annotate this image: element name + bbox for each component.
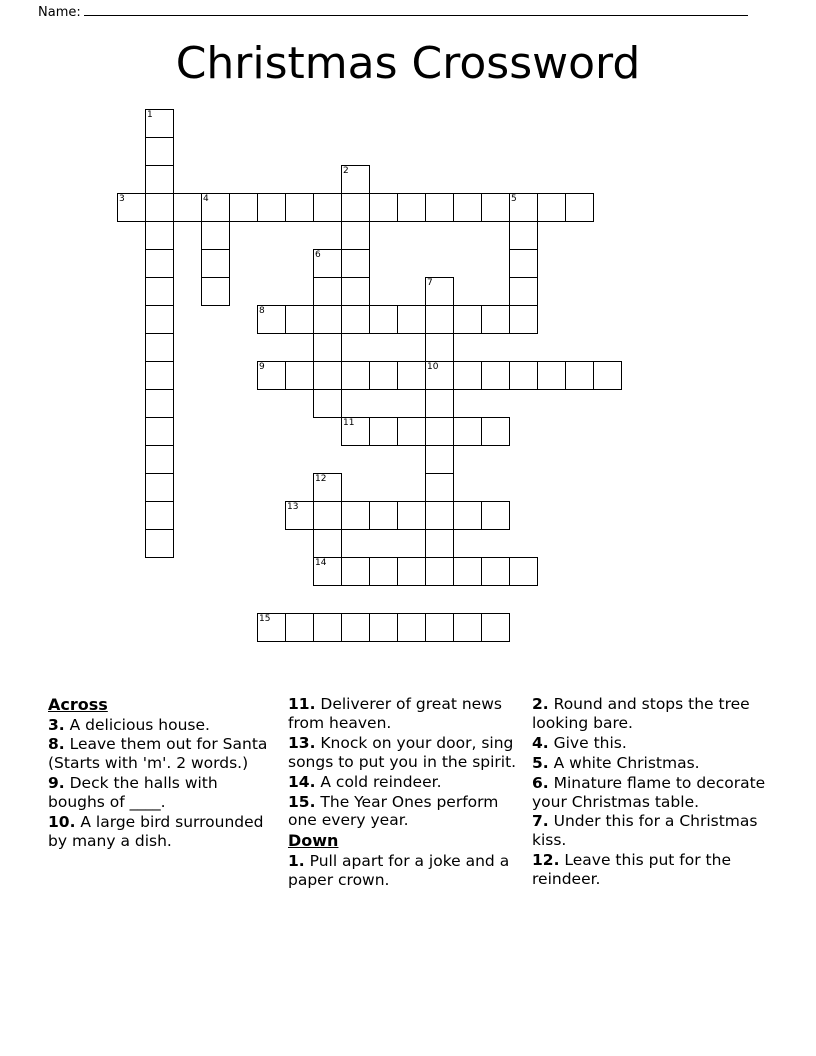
grid-cell[interactable] — [313, 277, 342, 306]
grid-cell[interactable] — [117, 193, 146, 222]
grid-cell[interactable] — [201, 193, 230, 222]
grid-cell[interactable] — [313, 361, 342, 390]
grid-cell[interactable] — [313, 305, 342, 334]
grid-cell[interactable] — [369, 417, 398, 446]
clue-text: A cold reindeer. — [315, 772, 442, 791]
grid-cell[interactable] — [313, 333, 342, 362]
grid-cell-number: 13 — [287, 502, 299, 512]
clue-number: 2. — [532, 695, 549, 713]
grid-cell[interactable] — [285, 501, 314, 530]
grid-cell[interactable] — [509, 305, 538, 334]
grid-cell[interactable] — [481, 361, 510, 390]
clue-item — [48, 774, 276, 812]
grid-cell[interactable] — [369, 193, 398, 222]
grid-cell[interactable] — [257, 613, 286, 642]
clue-item — [48, 813, 276, 851]
clue-text: Under this for a Christmas kiss. — [532, 812, 758, 850]
clue-text: A delicious house. — [64, 715, 210, 734]
clue-item — [48, 716, 276, 735]
clue-item — [288, 773, 520, 792]
grid-cell-number: 6 — [315, 250, 321, 260]
grid-cell[interactable] — [313, 473, 342, 502]
clue-number: 10. — [48, 813, 76, 832]
name-row — [38, 2, 748, 20]
crossword-grid[interactable] — [0, 100, 816, 680]
grid-cell[interactable] — [369, 613, 398, 642]
grid-cell[interactable] — [481, 557, 510, 586]
grid-cell[interactable] — [145, 249, 174, 278]
grid-cell[interactable] — [341, 557, 370, 586]
clue-text: A white Christmas. — [548, 753, 700, 772]
grid-cell-number: 10 — [427, 362, 439, 372]
clue-number: 4. — [532, 733, 549, 752]
grid-cell[interactable] — [425, 529, 454, 558]
grid-cell[interactable] — [453, 417, 482, 446]
clue-text: Leave this put for the reindeer. — [532, 851, 731, 889]
grid-cell[interactable] — [481, 501, 510, 530]
grid-cell[interactable] — [481, 613, 510, 642]
clue-text: Deck the halls with boughs of ____. — [48, 774, 218, 812]
clue-number: 6. — [532, 773, 549, 792]
clue-item — [288, 695, 520, 733]
grid-cell[interactable] — [425, 193, 454, 222]
clue-number: 13. — [288, 733, 316, 752]
grid-cell[interactable] — [425, 557, 454, 586]
grid-cell[interactable] — [397, 305, 426, 334]
clue-text: Minature flame to decorate your Christmas table. — [532, 773, 766, 811]
grid-cell[interactable] — [145, 529, 174, 558]
grid-cell[interactable] — [537, 361, 566, 390]
clue-text: The Year Ones perform one every year. — [288, 792, 499, 830]
clue-number: 11. — [288, 695, 316, 713]
grid-cell[interactable] — [285, 305, 314, 334]
clue-item — [532, 812, 778, 850]
grid-cell[interactable] — [425, 473, 454, 502]
grid-cell[interactable] — [509, 221, 538, 250]
grid-cell[interactable] — [201, 249, 230, 278]
grid-cell[interactable] — [481, 193, 510, 222]
grid-cell[interactable] — [425, 305, 454, 334]
grid-cell[interactable] — [145, 193, 174, 222]
clue-item — [288, 793, 520, 831]
grid-cell[interactable] — [285, 193, 314, 222]
grid-cell[interactable] — [145, 473, 174, 502]
grid-cell[interactable] — [313, 389, 342, 418]
grid-cell[interactable] — [201, 221, 230, 250]
grid-cell[interactable] — [341, 417, 370, 446]
name-label: Name: — [38, 5, 81, 20]
grid-cell[interactable] — [313, 613, 342, 642]
clue-number: 9. — [48, 774, 65, 793]
grid-cell-number: 7 — [427, 278, 433, 288]
grid-cell[interactable] — [145, 305, 174, 334]
grid-cell[interactable] — [425, 445, 454, 474]
grid-cell[interactable] — [481, 305, 510, 334]
clue-text: Pull apart for a joke and a paper crown. — [288, 851, 510, 889]
grid-cell-number: 4 — [203, 194, 209, 204]
clue-item — [48, 735, 276, 773]
grid-cell[interactable] — [341, 305, 370, 334]
grid-cell[interactable] — [369, 305, 398, 334]
grid-cell[interactable] — [369, 501, 398, 530]
grid-cell[interactable] — [341, 221, 370, 250]
grid-cell[interactable] — [397, 501, 426, 530]
clues-column-3 — [532, 695, 778, 890]
grid-cell[interactable] — [201, 277, 230, 306]
grid-cell[interactable] — [145, 221, 174, 250]
grid-cell[interactable] — [341, 361, 370, 390]
grid-cell[interactable] — [341, 193, 370, 222]
grid-cell[interactable] — [565, 193, 594, 222]
grid-cell[interactable] — [313, 557, 342, 586]
grid-cell[interactable] — [481, 417, 510, 446]
grid-cell[interactable] — [257, 361, 286, 390]
grid-cell[interactable] — [425, 417, 454, 446]
grid-cell[interactable] — [145, 501, 174, 530]
grid-cell[interactable] — [425, 613, 454, 642]
grid-cell[interactable] — [509, 361, 538, 390]
grid-cell-number: 9 — [259, 362, 265, 372]
grid-cell[interactable] — [145, 109, 174, 138]
grid-cell[interactable] — [285, 613, 314, 642]
clue-item — [532, 754, 778, 773]
grid-cell[interactable] — [593, 361, 622, 390]
grid-cell[interactable] — [173, 193, 202, 222]
grid-cell[interactable] — [397, 417, 426, 446]
grid-cell[interactable] — [341, 277, 370, 306]
grid-cell[interactable] — [313, 501, 342, 530]
grid-cell[interactable] — [453, 361, 482, 390]
grid-cell-number: 8 — [259, 306, 265, 316]
clue-item — [288, 852, 520, 890]
grid-cell[interactable] — [453, 557, 482, 586]
grid-cell[interactable] — [369, 557, 398, 586]
grid-cell-number: 5 — [511, 194, 517, 204]
clue-item — [532, 695, 778, 733]
grid-cell[interactable] — [341, 613, 370, 642]
grid-cell[interactable] — [145, 137, 174, 166]
name-write-line[interactable] — [84, 2, 748, 16]
clues-column-2 — [288, 695, 520, 891]
grid-cell-number: 14 — [315, 558, 327, 568]
grid-cell[interactable] — [257, 193, 286, 222]
grid-cell-number: 2 — [343, 166, 349, 176]
grid-cell[interactable] — [341, 165, 370, 194]
grid-cell[interactable] — [257, 305, 286, 334]
grid-cell-number: 12 — [315, 474, 327, 484]
clue-item — [532, 774, 778, 812]
clue-item — [532, 851, 778, 889]
grid-cell[interactable] — [145, 361, 174, 390]
clue-number: 7. — [532, 812, 549, 831]
clue-number: 3. — [48, 715, 65, 734]
clue-number: 12. — [532, 851, 560, 870]
grid-cell[interactable] — [145, 417, 174, 446]
grid-cell[interactable] — [397, 193, 426, 222]
grid-cell[interactable] — [453, 305, 482, 334]
down-heading: Down — [288, 831, 339, 851]
grid-cell[interactable] — [229, 193, 258, 222]
clue-text: Give this. — [548, 733, 627, 752]
clues-section — [40, 695, 780, 975]
grid-cell[interactable] — [397, 361, 426, 390]
grid-cell[interactable] — [425, 333, 454, 362]
grid-cell[interactable] — [453, 193, 482, 222]
grid-cell[interactable] — [145, 445, 174, 474]
grid-cell[interactable] — [313, 193, 342, 222]
grid-cell[interactable] — [145, 389, 174, 418]
clue-item — [288, 734, 520, 772]
across-heading: Across — [48, 695, 108, 714]
grid-cell-number: 15 — [259, 614, 271, 624]
grid-cell[interactable] — [425, 361, 454, 390]
page-title: Christmas Crossword — [175, 38, 641, 89]
grid-cell[interactable] — [145, 333, 174, 362]
grid-cell[interactable] — [453, 613, 482, 642]
grid-cell-number: 3 — [119, 194, 125, 204]
clue-text: Round and stops the tree looking bare. — [532, 695, 750, 732]
clue-text: Leave them out for Santa (Starts with 'm'. 2 words.) — [48, 735, 268, 773]
grid-cell[interactable] — [397, 613, 426, 642]
grid-cell[interactable] — [509, 557, 538, 586]
clue-text: A large bird surrounded by many a dish. — [48, 813, 264, 850]
grid-cell[interactable] — [145, 165, 174, 194]
grid-cell[interactable] — [341, 249, 370, 278]
grid-cell[interactable] — [369, 361, 398, 390]
grid-cell[interactable] — [425, 389, 454, 418]
clue-text: Deliverer of great news from heaven. — [288, 695, 502, 732]
grid-cell[interactable] — [341, 501, 370, 530]
clue-number: 8. — [48, 735, 65, 754]
grid-cell-number: 11 — [343, 418, 355, 428]
clue-item — [532, 734, 778, 753]
grid-cell[interactable] — [397, 557, 426, 586]
grid-cell[interactable] — [425, 501, 454, 530]
grid-cell[interactable] — [313, 529, 342, 558]
grid-cell[interactable] — [425, 277, 454, 306]
grid-cell[interactable] — [145, 277, 174, 306]
grid-cell[interactable] — [537, 193, 566, 222]
grid-cell[interactable] — [509, 249, 538, 278]
grid-cell[interactable] — [313, 249, 342, 278]
clue-number: 1. — [288, 851, 305, 870]
grid-cell[interactable] — [285, 361, 314, 390]
grid-cell[interactable] — [453, 501, 482, 530]
clues-column-1 — [48, 695, 276, 852]
grid-cell-number: 1 — [147, 110, 153, 120]
grid-cell[interactable] — [509, 193, 538, 222]
clue-text: Knock on your door, sing songs to put you in the spirit. — [288, 733, 517, 771]
clue-number: 15. — [288, 792, 316, 811]
grid-cell[interactable] — [509, 277, 538, 306]
grid-cell[interactable] — [565, 361, 594, 390]
clue-number: 14. — [288, 772, 316, 791]
clue-number: 5. — [532, 753, 549, 772]
